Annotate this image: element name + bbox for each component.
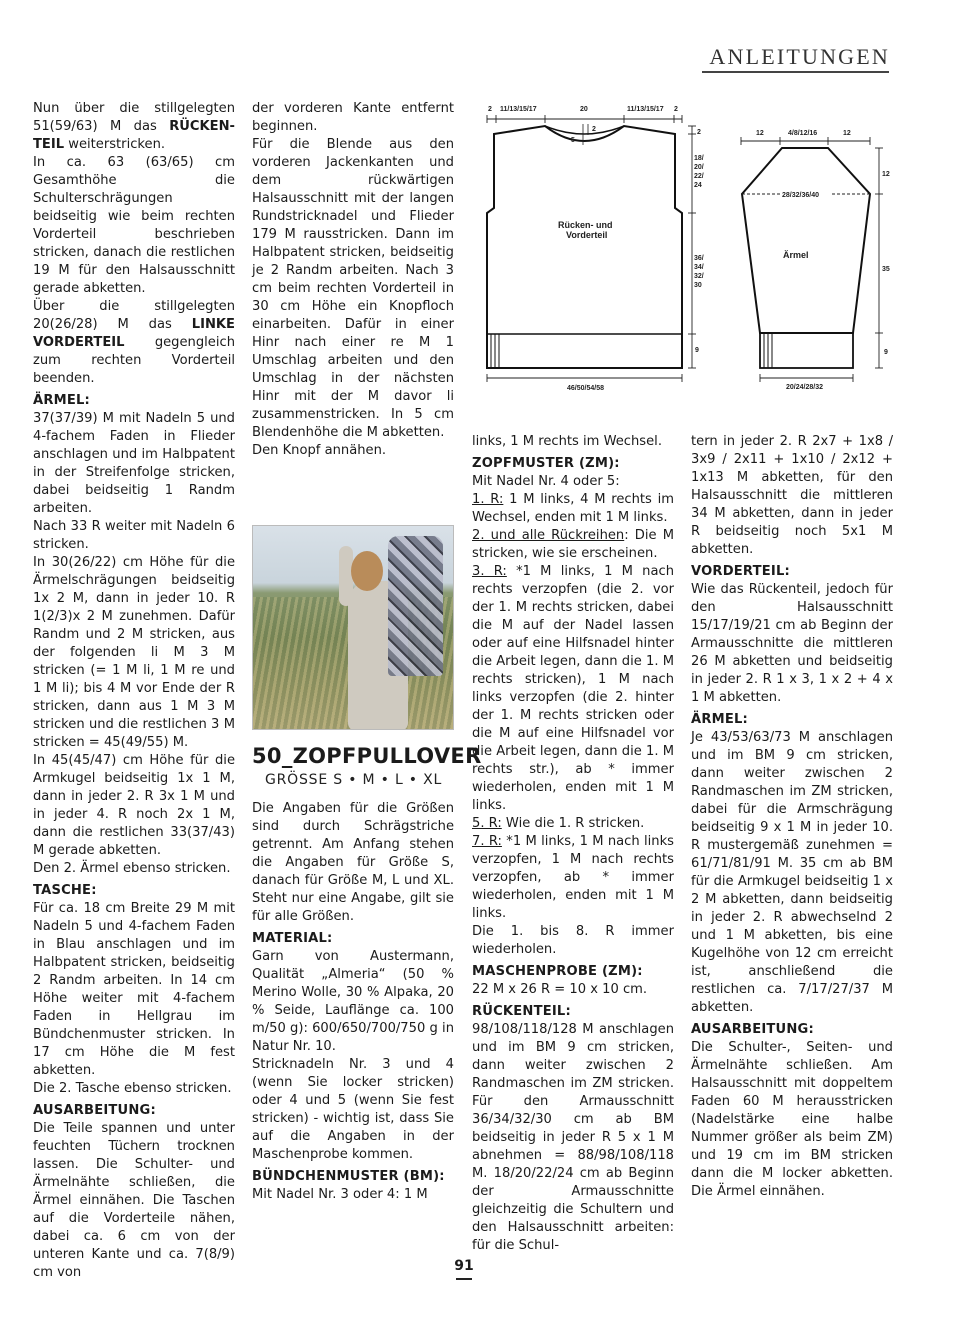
heading-aermel: ÄRMEL: [33,393,90,408]
row-instruction: 5. R: Wie die 1. R stricken. [472,816,645,831]
paragraph: links, 1 M rechts im Wechsel. [472,434,662,449]
section-title-rule [702,71,889,73]
paragraph: In ca. 63 (63/65) cm Gesamthöhe die Schulterschrägungen beidseitig wie beim rechten Vorderteil beschrieben stricken, danach die restlichen 19 M für den Halsausschnitt gerade abketten. [33,155,235,296]
heading-zopfmuster: ZOPFMUSTER (ZM): [472,456,620,471]
heading-ausarbeitung: AUSARBEITUNG: [33,1103,156,1118]
plaid-blanket [388,536,443,676]
paragraph: Mit Nadel Nr. 4 oder 5: [472,474,620,489]
svg-text:12: 12 [882,171,890,178]
svg-text:12: 12 [756,130,764,137]
paragraph: Für ca. 18 cm Breite 29 M mit Nadeln 5 und 4-fachem Faden in Blau anschlagen und im Halbpatent stricken, beidseitig 2 Randm arbeiten. In 14 cm Höhe weiter mit 4-fachem Faden in Hellgrau im Bündchenmuster stricken. In 17 cm Höhe die M fest abketten. [33,901,235,1078]
sleeve-schematic [728,118,908,393]
heading-ausarbeitung: AUSARBEITUNG: [691,1022,814,1037]
paragraph: der vorderen Kante entfernt beginnen. [252,101,454,134]
paragraph: Nach 33 R weiter mit Nadeln 6 stricken. [33,519,235,552]
paragraph: 98/108/118/128 M anschlagen und im BM 9 cm stricken, dann weiter zwischen 2 Randmaschen im ZM stricken. Für den Armausschnitt 36/34/32/30 cm ab BM beidseitig in jeder R 5 x 1 M abnehmen = 88/98/108/118 M. 18/20/22/24 cm ab Beginn der Armausschnitte gleichzeitig die Schultern und den Halsausschnitt arbeiten: für die Schul- [472,1022,674,1253]
svg-text:11/13/15/17: 11/13/15/17 [500,106,537,113]
column-4 [691,433,893,1201]
row-instruction: 3. R: *1 M links, 1 M nach rechts verzopfen (die 2. vor der 1. M rechts stricken, dabei die M auf der Nadel lassen oder auf eine Hilfsnadel hinter die Arbeit legen, dann die 1. M rechts stricken), 1 M nach links verzopfen (die 2. hinter der 1. M rechts stricken oder die M auf eine Hilfsnadel vor die Arbeit legen, dann die 1. M rechts str.), ab * immer wiederholen, enden mit 1 M links. [472,564,674,813]
paragraph: Die 2. Tasche ebenso stricken. [33,1081,232,1096]
svg-text:Ärmel: Ärmel [783,250,809,260]
paragraph: In 30(26/22) cm Höhe für die Ärmelschrägungen beidseitig 1x 2 M, dann in jeder 10. R 1(2/3)x 2 M zunehmen. Dafür Randm und 2 M stricken, aus der folgenden li M 3 M stricken (= 1 M li, 1 M re und 1 M li); bis 4 M vor Ende der R stricken, dann aus 1 M 3 M stricken und die restlichen 3 M stricken = 45(49/55) M. [33,555,235,750]
pattern-title: 50_ZOPFPULLOVER [252,744,482,768]
pattern-sizes: GRÖSSE S • M • L • XL [265,772,443,788]
paragraph: Nun über die stillgelegten 51(59/63) M das RÜCKEN-TEIL weiterstricken. [33,101,235,152]
svg-text:2: 2 [697,129,701,136]
paragraph: Garn von Austermann, Qualität „Almeria“ (50 % Merino Wolle, 30 % Alpaka, 20 % Seide, Lauflänge ca. 100 m/50 g): 600/650/700/750 g in Natur Nr. 10. [252,949,454,1054]
paragraph: Je 43/53/63/73 M anschlagen und im BM 9 cm stricken, dann weiter zwischen 2 Randmaschen im ZM stricken, dabei für die Armschrägung beidseitig 9 x 1 M in jeder 10. R mustergemäß zunehmen = 61/71/81/91 M. 35 cm ab BM für die Armkugel beidseitig 1 x 2 M abketten, dann beidseitig in jeder 2. R abwechselnd 2 und 1 M abketten, bis eine Kugelhöhe von 12 cm erreicht ist, anschließend die restlichen ca. 7/17/27/37 M abketten. [691,730,893,1015]
svg-text:11/13/15/17: 11/13/15/17 [627,106,664,113]
paragraph: Die 1. bis 8. R immer wiederholen. [472,924,674,957]
heading-rueckenteil: RÜCKENTEIL: [472,1004,571,1019]
svg-text:Rücken- und: Rücken- und [558,220,613,230]
paragraph: 37(37/39) M mit Nadeln 5 und 4-fachem Faden in Flieder anschlagen und im Halbpatent in der Streifenfolge stricken, dabei beidseitig 1 Randm arbeiten. [33,411,235,516]
svg-text:20: 20 [580,106,588,113]
row-instruction: 1. R: 1 M links, 4 M rechts im Wechsel, enden mit 1 M links. [472,492,675,525]
paragraph: Den Knopf annähen. [252,443,387,458]
svg-text:12: 12 [843,130,851,137]
svg-text:20/24/28/32: 20/24/28/32 [786,384,823,391]
svg-text:2: 2 [674,106,678,113]
paragraph: Stricknadeln Nr. 3 und 4 (wenn Sie locker stricken) oder 4 und 5 (wenn Sie fest stricken) - wichtig ist, dass Sie auf die Angaben in der Maschenprobe kommen. [252,1057,454,1162]
svg-text:35: 35 [882,266,890,273]
heading-tasche: TASCHE: [33,883,97,898]
svg-text:20/: 20/ [694,164,704,171]
svg-text:34/: 34/ [694,264,704,271]
svg-text:32/: 32/ [694,273,704,280]
svg-text:4/8/12/16: 4/8/12/16 [788,130,818,137]
column-3 [472,433,674,1255]
svg-text:46/50/54/58: 46/50/54/58 [567,385,604,392]
heading-aermel: ÄRMEL: [691,712,748,727]
svg-text:24: 24 [694,182,702,189]
svg-text:2: 2 [488,106,492,113]
page-number-rule [456,1278,472,1280]
paragraph: Über die stillgelegten 20(26/28) M das LINKE VORDERTEIL gegengleich zum rechten Vorderteil beenden. [33,299,235,386]
column-2-pattern [252,800,454,1204]
row-instruction: 7. R: *1 M links, 1 M nach links verzopfen, 1 M nach rechts verzopfen, ab * immer wiederholen, enden mit 1 M links. [472,834,674,921]
column-2 [252,100,454,460]
page-number: 91 [454,1258,474,1274]
svg-text:5: 5 [571,137,575,144]
heading-vorderteil: VORDERTEIL: [691,564,790,579]
paragraph: tern in jeder 2. R 2x7 + 1x8 / 3x9 / 2x11 + 1x10 / 2x12 + 1x13 M abketten, für den Halsausschnitt die mittleren 34 M abketten, dann in jeder R beidseitig noch 5x1 M abketten. [691,434,893,557]
body-schematic [480,98,720,398]
heading-material: MATERIAL: [252,931,333,946]
model-photo [252,525,454,730]
svg-text:36/: 36/ [694,255,704,262]
svg-text:9: 9 [695,347,699,354]
svg-text:30: 30 [694,282,702,289]
section-title: ANLEITUNGEN [709,44,890,69]
svg-text:28/32/36/40: 28/32/36/40 [782,192,819,199]
heading-maschenprobe: MASCHENPROBE (ZM): [472,964,643,979]
row-instruction: 2. und alle Rückreihen: Die M stricken, wie sie erscheinen. [472,528,674,561]
heading-buendchenmuster: BÜNDCHENMUSTER (BM): [252,1169,445,1184]
paragraph: Die Schulter-, Seiten- und Ärmelnähte schließen. Am Halsausschnitt mit doppeltem Faden 60 M herausstricken (Nadelstärke eine halbe Nummer größer als beim ZM) und 19 cm im BM stricken dann die M locker abketten. Die Ärmel einnähen. [691,1040,893,1199]
paragraph: Die Angaben für die Größen sind durch Schrägstriche getrennt. Am Anfang stehen die Angaben für Größe S, danach für Größe M, L und XL. Steht nur eine Angabe, gilt sie für alle Größen. [252,801,454,924]
model-head [351,551,383,591]
svg-text:Vorderteil: Vorderteil [566,230,608,240]
paragraph: Wie das Rückenteil, jedoch für den Halsausschnitt 15/17/19/21 cm ab Beginn der Armausschnitte die mittleren 26 M abketten und beidseitig in jeder 2. R 1 x 3, 1 x 2 + 4 x 1 M abketten. [691,582,893,705]
svg-text:22/: 22/ [694,173,704,180]
paragraph: Den 2. Ärmel ebenso stricken. [33,861,231,876]
paragraph: Für die Blende aus den vorderen Jackenkanten und dem rückwärtigen Halsausschnitt mit der langen Rundstricknadel und Flieder 179 M rausstricken. Dann im Halbpatent stricken, beidseitig je 2 Randm arbeiten. Nach 3 cm beim rechten Vorderteil in 30 cm Höhe ein Knopfloch einarbeiten. Dafür in einer Hinr nach einer re M 1 Umschlag arbeiten und den Umschlag in der nächsten Hinr mit der M davor li zusammenstricken. In 5 cm Blendenhöhe die M abketten. [252,137,454,440]
svg-text:18/: 18/ [694,155,704,162]
svg-text:2: 2 [592,126,596,133]
paragraph: In 45(45/47) cm Höhe für die Armkugel beidseitig 1x 1 M, dann in jeder 2. R 3x 1 M und in jeder 4. R noch 2x 1 M, dann die restlichen 33(37/43) M gerade abketten. [33,753,235,858]
column-1 [33,100,235,1282]
svg-text:9: 9 [884,349,888,356]
paragraph: Die Teile spannen und unter feuchten Tüchern trocknen lassen. Die Schulter- und Ärmelnähte schließen, die Ärmel einnähen. Die Taschen auf die Vorderteile nähen, dabei ca. 6 cm von der unteren Kante und ca. 7(8/9) cm von [33,1121,235,1280]
paragraph: Mit Nadel Nr. 3 oder 4: 1 M [252,1187,428,1202]
paragraph: 22 M x 26 R = 10 x 10 cm. [472,982,648,997]
